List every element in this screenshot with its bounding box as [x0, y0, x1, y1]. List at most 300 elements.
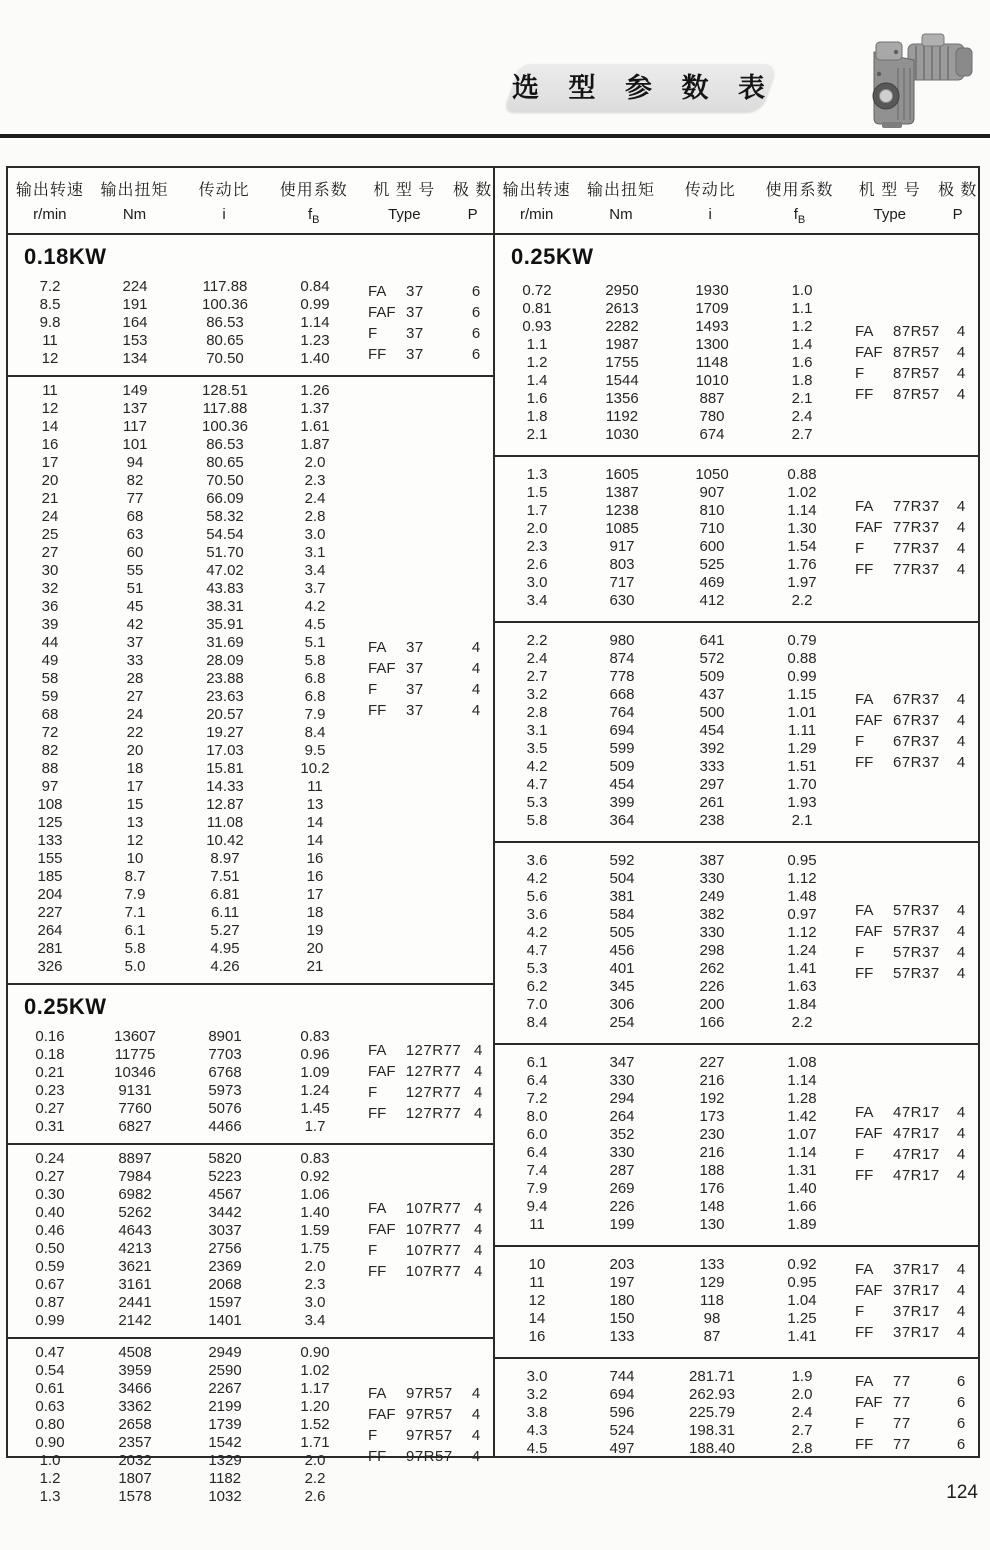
service-factor-value: 1.59: [300, 1222, 330, 1239]
type-size: 127R77: [405, 1042, 462, 1059]
ratio-value: 641: [699, 632, 725, 649]
speed-value: 5.3: [526, 960, 548, 977]
torque-value: 4508: [118, 1344, 152, 1361]
ratio-value: 188: [699, 1162, 725, 1179]
table-row: [495, 906, 845, 924]
speed-value: 11: [529, 1274, 545, 1291]
ratio-value: 15.81: [206, 760, 244, 777]
type-row: [845, 384, 978, 405]
table-row: [8, 1380, 358, 1398]
speed-value: 12: [528, 1292, 546, 1309]
service-factor-value: 2.4: [304, 490, 326, 507]
service-factor-value: 1.9: [791, 1368, 813, 1385]
speed-value: 3.4: [526, 592, 548, 609]
table-row: [495, 996, 845, 1014]
data-rows: [495, 1256, 845, 1346]
poles-value: 4: [956, 323, 966, 340]
torque-value: 2441: [118, 1294, 152, 1311]
type-row: [845, 1259, 978, 1280]
type-size: 57R37: [893, 944, 940, 961]
data-block: [495, 1357, 978, 1469]
torque-value: 330: [609, 1144, 635, 1161]
poles-value: 4: [473, 1042, 483, 1059]
speed-value: 0.31: [35, 1118, 65, 1135]
type-model: FF: [855, 1436, 874, 1453]
type-list: [845, 1368, 978, 1458]
type-row: [845, 710, 978, 731]
ratio-value: 23.63: [206, 688, 244, 705]
service-factor-value: 1.15: [787, 686, 817, 703]
type-model: F: [368, 325, 378, 342]
table-row: [495, 978, 845, 996]
poles-value: 4: [956, 1261, 966, 1278]
table-row: [8, 1416, 358, 1434]
torque-value: 1807: [118, 1470, 152, 1487]
torque-value: 803: [609, 556, 635, 573]
torque-value: 7984: [118, 1168, 152, 1185]
poles-value: 4: [956, 540, 966, 557]
type-row: [358, 1103, 495, 1124]
type-list: [845, 466, 978, 610]
torque-value: 60: [126, 544, 144, 561]
type-row: [845, 1392, 978, 1413]
table-row: [495, 1090, 845, 1108]
speed-value: 1.2: [39, 1470, 61, 1487]
type-row: [845, 1434, 978, 1455]
table-row: [495, 960, 845, 978]
table-row: [8, 814, 358, 832]
data-rows: [8, 1028, 358, 1136]
table-row: [8, 1046, 358, 1064]
torque-value: 5.0: [124, 958, 146, 975]
speed-value: 14: [41, 418, 59, 435]
data-block: [8, 1023, 493, 1143]
type-size: 37: [406, 325, 424, 342]
ratio-value: 117.88: [202, 278, 248, 295]
service-factor-value: 3.1: [304, 544, 326, 561]
torque-value: 1544: [605, 372, 639, 389]
torque-value: 42: [126, 616, 144, 633]
speed-value: 133: [37, 832, 63, 849]
speed-value: 0.72: [522, 282, 552, 299]
ratio-value: 333: [699, 758, 725, 775]
table-row: [8, 922, 358, 940]
torque-value: 1085: [605, 520, 639, 537]
ratio-value: 173: [699, 1108, 725, 1125]
type-row: [845, 1123, 978, 1144]
speed-value: 1.3: [526, 466, 548, 483]
poles-value: 4: [956, 965, 966, 982]
header-col-4: [842, 177, 937, 226]
service-factor-value: 1.30: [787, 520, 817, 537]
power-section-label: 0.18KW: [24, 244, 107, 269]
speed-value: 0.23: [35, 1082, 65, 1099]
type-size: 37R17: [893, 1324, 940, 1341]
type-size: 67R37: [893, 691, 940, 708]
torque-value: 874: [609, 650, 635, 667]
ratio-value: 262.93: [689, 1386, 735, 1403]
ratio-value: 1739: [208, 1416, 242, 1433]
table-row: [8, 1118, 358, 1136]
header-col-3: [757, 177, 842, 226]
service-factor-value: 1.66: [787, 1198, 817, 1215]
table-row: [495, 336, 845, 354]
ratio-value: 100.36: [202, 418, 248, 435]
service-factor-value: 0.95: [787, 852, 817, 869]
service-factor-value: 0.99: [300, 296, 330, 313]
service-factor-value: 11: [307, 778, 323, 795]
type-size: 107R77: [405, 1221, 462, 1238]
speed-value: 227: [37, 904, 63, 921]
table-row: [8, 652, 358, 670]
table-header-left: [8, 168, 493, 233]
torque-value: 524: [609, 1422, 635, 1439]
type-size: 87R57: [893, 386, 940, 403]
data-rows: [495, 1368, 845, 1458]
header-col-1: [92, 177, 178, 226]
table-row: [495, 722, 845, 740]
torque-value: 2613: [605, 300, 639, 317]
torque-value: 3621: [118, 1258, 152, 1275]
type-model: F: [855, 944, 865, 961]
ratio-value: 4567: [208, 1186, 242, 1203]
speed-value: 59: [41, 688, 59, 705]
poles-value: 4: [956, 712, 966, 729]
ratio-value: 225.79: [689, 1404, 735, 1421]
data-block: [8, 1143, 493, 1337]
table-header-row: [8, 168, 978, 235]
type-model: FF: [855, 386, 874, 403]
poles-value: 4: [956, 691, 966, 708]
page-title: 选 型 参 数 表: [512, 73, 777, 103]
service-factor-value: 1.12: [787, 870, 817, 887]
torque-value: 203: [609, 1256, 635, 1273]
ratio-value: 117.88: [202, 400, 248, 417]
type-list: [845, 632, 978, 830]
ratio-value: 1542: [208, 1434, 242, 1451]
torque-value: 8.7: [124, 868, 146, 885]
header-col-5: [937, 177, 978, 226]
table-row: [495, 1144, 845, 1162]
service-factor-value: 1.87: [300, 436, 330, 453]
speed-value: 0.24: [35, 1150, 65, 1167]
type-list: [358, 382, 493, 976]
torque-value: 294: [609, 1090, 635, 1107]
ratio-value: 454: [699, 722, 725, 739]
service-factor-value: 1.06: [300, 1186, 330, 1203]
poles-value: 4: [473, 1084, 483, 1101]
header-col-cn: 传动比: [684, 182, 736, 199]
type-row: [845, 1144, 978, 1165]
speed-value: 32: [41, 580, 59, 597]
table-row: [8, 688, 358, 706]
torque-value: 82: [126, 472, 144, 489]
service-factor-value: 2.6: [304, 1488, 326, 1505]
type-size: 107R77: [405, 1200, 462, 1217]
power-section-label: 0.25KW: [8, 983, 493, 1023]
torque-value: 764: [609, 704, 635, 721]
speed-value: 9.4: [526, 1198, 548, 1215]
table-row: [8, 1186, 358, 1204]
type-size: 37: [406, 304, 424, 321]
ratio-value: 1050: [695, 466, 729, 483]
service-factor-value: 1.1: [791, 300, 813, 317]
ratio-value: 8901: [208, 1028, 242, 1045]
service-factor-value: 1.7: [304, 1118, 326, 1135]
type-row: [358, 1383, 493, 1404]
type-size: 37: [406, 346, 424, 363]
table-row: [495, 650, 845, 668]
header-col-cn: 输出转速: [15, 182, 84, 199]
table-row: [8, 1344, 358, 1362]
type-model: FAF: [855, 344, 883, 361]
table-row: [8, 1258, 358, 1276]
speed-value: 0.61: [35, 1380, 65, 1397]
table-row: [8, 472, 358, 490]
service-factor-value: 1.25: [787, 1310, 817, 1327]
header-col-unit: i: [708, 206, 712, 223]
type-model: FA: [368, 1200, 387, 1217]
torque-value: 599: [609, 740, 635, 757]
service-factor-value: 3.4: [304, 562, 326, 579]
service-factor-value: 1.40: [300, 350, 330, 367]
type-row: [358, 1425, 493, 1446]
ratio-value: 5076: [208, 1100, 242, 1117]
header-col-unit-sub: B: [312, 214, 320, 226]
type-model: F: [368, 681, 378, 698]
torque-value: 24: [126, 706, 144, 723]
ratio-value: 1148: [695, 354, 729, 371]
ratio-value: 23.88: [206, 670, 244, 687]
type-size: 37: [406, 681, 424, 698]
torque-value: 55: [126, 562, 144, 579]
type-row: [845, 921, 978, 942]
table-row: [495, 668, 845, 686]
ratio-value: 387: [699, 852, 725, 869]
torque-value: 2357: [118, 1434, 152, 1451]
poles-value: 6: [471, 304, 481, 321]
header-col-3: [271, 177, 357, 226]
type-row: [358, 302, 493, 323]
table-header-right: [493, 168, 978, 233]
type-size: 127R77: [405, 1084, 462, 1101]
torque-value: 133: [609, 1328, 635, 1345]
speed-value: 1.0: [39, 1452, 61, 1469]
torque-value: 1192: [605, 408, 639, 425]
speed-value: 30: [41, 562, 59, 579]
torque-value: 3959: [118, 1362, 152, 1379]
speed-value: 0.30: [35, 1186, 65, 1203]
ratio-value: 509: [699, 668, 725, 685]
service-factor-value: 1.04: [787, 1292, 817, 1309]
ratio-value: 226: [699, 978, 725, 995]
service-factor-value: 0.88: [787, 650, 817, 667]
type-size: 57R37: [893, 923, 940, 940]
table-column-right: [493, 235, 978, 1456]
speed-value: 44: [41, 634, 59, 651]
torque-value: 11775: [114, 1046, 156, 1063]
service-factor-value: 2.7: [791, 426, 813, 443]
ratio-value: 51.70: [206, 544, 244, 561]
service-factor-value: 1.37: [300, 400, 330, 417]
service-factor-value: 2.3: [304, 472, 326, 489]
type-model: FA: [368, 1042, 387, 1059]
header-col-cn: 输出扭矩: [100, 182, 169, 199]
service-factor-value: 1.97: [787, 574, 817, 591]
table-row: [495, 632, 845, 650]
service-factor-value: 1.52: [300, 1416, 330, 1433]
type-size: 37R17: [893, 1282, 940, 1299]
table-row: [8, 598, 358, 616]
service-factor-value: 1.41: [787, 1328, 817, 1345]
table-row: [8, 1100, 358, 1118]
torque-value: 94: [126, 454, 144, 471]
torque-value: 269: [609, 1180, 635, 1197]
speed-value: 97: [41, 778, 59, 795]
torque-value: 264: [609, 1108, 635, 1125]
table-row: [8, 1222, 358, 1240]
service-factor-value: 1.61: [300, 418, 330, 435]
table-row: [495, 794, 845, 812]
table-row: [8, 778, 358, 796]
ratio-value: 392: [699, 740, 725, 757]
table-row: [495, 1054, 845, 1072]
type-size: 77: [893, 1373, 911, 1390]
speed-value: 6.0: [526, 1126, 548, 1143]
ratio-value: 12.87: [206, 796, 244, 813]
table-row: [495, 1310, 845, 1328]
data-block: [495, 1245, 978, 1357]
data-rows: [8, 1150, 358, 1330]
poles-value: 4: [471, 1448, 481, 1465]
table-row: [8, 382, 358, 400]
type-row: [845, 963, 978, 984]
ratio-value: 4.26: [210, 958, 240, 975]
table-row: [8, 1488, 358, 1506]
speed-value: 0.16: [35, 1028, 65, 1045]
type-size: 47R17: [893, 1125, 940, 1142]
torque-value: 9131: [118, 1082, 152, 1099]
torque-value: 401: [609, 960, 635, 977]
service-factor-value: 0.96: [300, 1046, 330, 1063]
type-list: [358, 1150, 495, 1330]
speed-value: 7.2: [526, 1090, 548, 1107]
type-size: 87R57: [893, 365, 940, 382]
type-size: 77R37: [893, 561, 940, 578]
table-row: [495, 1386, 845, 1404]
service-factor-value: 1.31: [787, 1162, 817, 1179]
type-size: 67R37: [893, 754, 940, 771]
header-col-cn: 极 数: [937, 182, 978, 199]
table-row: [8, 1082, 358, 1100]
speed-value: 0.99: [35, 1312, 65, 1329]
header-col-4: [357, 177, 453, 226]
speed-value: 2.4: [526, 650, 548, 667]
speed-value: 21: [41, 490, 59, 507]
ratio-value: 1032: [208, 1488, 242, 1505]
torque-value: 980: [609, 632, 635, 649]
ratio-value: 5223: [208, 1168, 242, 1185]
ratio-value: 8.97: [210, 850, 240, 867]
ratio-value: 80.65: [206, 332, 244, 349]
table-row: [8, 1168, 358, 1186]
ratio-value: 11.08: [206, 814, 244, 831]
data-rows: [8, 382, 358, 976]
torque-value: 164: [122, 314, 148, 331]
service-factor-value: 4.2: [304, 598, 326, 615]
speed-value: 0.46: [35, 1222, 65, 1239]
table-row: [495, 1368, 845, 1386]
poles-value: 4: [471, 660, 481, 677]
speed-value: 3.6: [526, 852, 548, 869]
ratio-value: 43.83: [206, 580, 244, 597]
service-factor-value: 2.2: [791, 1014, 813, 1031]
table-row: [8, 832, 358, 850]
torque-value: 27: [126, 688, 144, 705]
speed-value: 5.6: [526, 888, 548, 905]
table-row: [8, 706, 358, 724]
service-factor-value: 16: [306, 850, 324, 867]
poles-value: 4: [473, 1263, 483, 1280]
type-model: FAF: [368, 1063, 396, 1080]
type-model: FF: [368, 1263, 387, 1280]
table-row: [8, 400, 358, 418]
torque-value: 5.8: [124, 940, 146, 957]
table-row: [495, 1014, 845, 1032]
table-row: [495, 1422, 845, 1440]
torque-value: 12: [126, 832, 144, 849]
table-row: [8, 454, 358, 472]
torque-value: 191: [122, 296, 148, 313]
speed-value: 16: [41, 436, 59, 453]
type-model: F: [855, 1146, 865, 1163]
service-factor-value: 2.4: [791, 408, 813, 425]
service-factor-value: 1.40: [787, 1180, 817, 1197]
poles-value: 4: [956, 519, 966, 536]
torque-value: 134: [122, 350, 148, 367]
type-model: FA: [855, 1104, 874, 1121]
service-factor-value: 0.92: [787, 1256, 817, 1273]
speed-value: 4.5: [526, 1440, 548, 1457]
table-row: [8, 1204, 358, 1222]
speed-value: 7.9: [526, 1180, 548, 1197]
table-row: [8, 1470, 358, 1488]
type-model: FA: [368, 1385, 387, 1402]
ratio-value: 100.36: [202, 296, 248, 313]
torque-value: 10346: [114, 1064, 156, 1081]
section-banner: [504, 64, 779, 112]
speed-value: 0.81: [522, 300, 552, 317]
ratio-value: 572: [699, 650, 725, 667]
type-model: FAF: [855, 923, 883, 940]
speed-value: 49: [41, 652, 59, 669]
speed-value: 204: [37, 886, 63, 903]
ratio-value: 2590: [208, 1362, 242, 1379]
speed-value: 11: [42, 382, 58, 399]
poles-value: 4: [956, 754, 966, 771]
torque-value: 504: [609, 870, 635, 887]
table-row: [8, 1452, 358, 1470]
table-row: [8, 796, 358, 814]
type-size: 97R57: [406, 1406, 453, 1423]
speed-value: 0.47: [35, 1344, 65, 1361]
poles-value: 4: [471, 681, 481, 698]
service-factor-value: 1.01: [787, 704, 817, 721]
speed-value: 1.6: [526, 390, 548, 407]
torque-value: 4643: [118, 1222, 152, 1239]
torque-value: 101: [122, 436, 148, 453]
table-row: [8, 526, 358, 544]
